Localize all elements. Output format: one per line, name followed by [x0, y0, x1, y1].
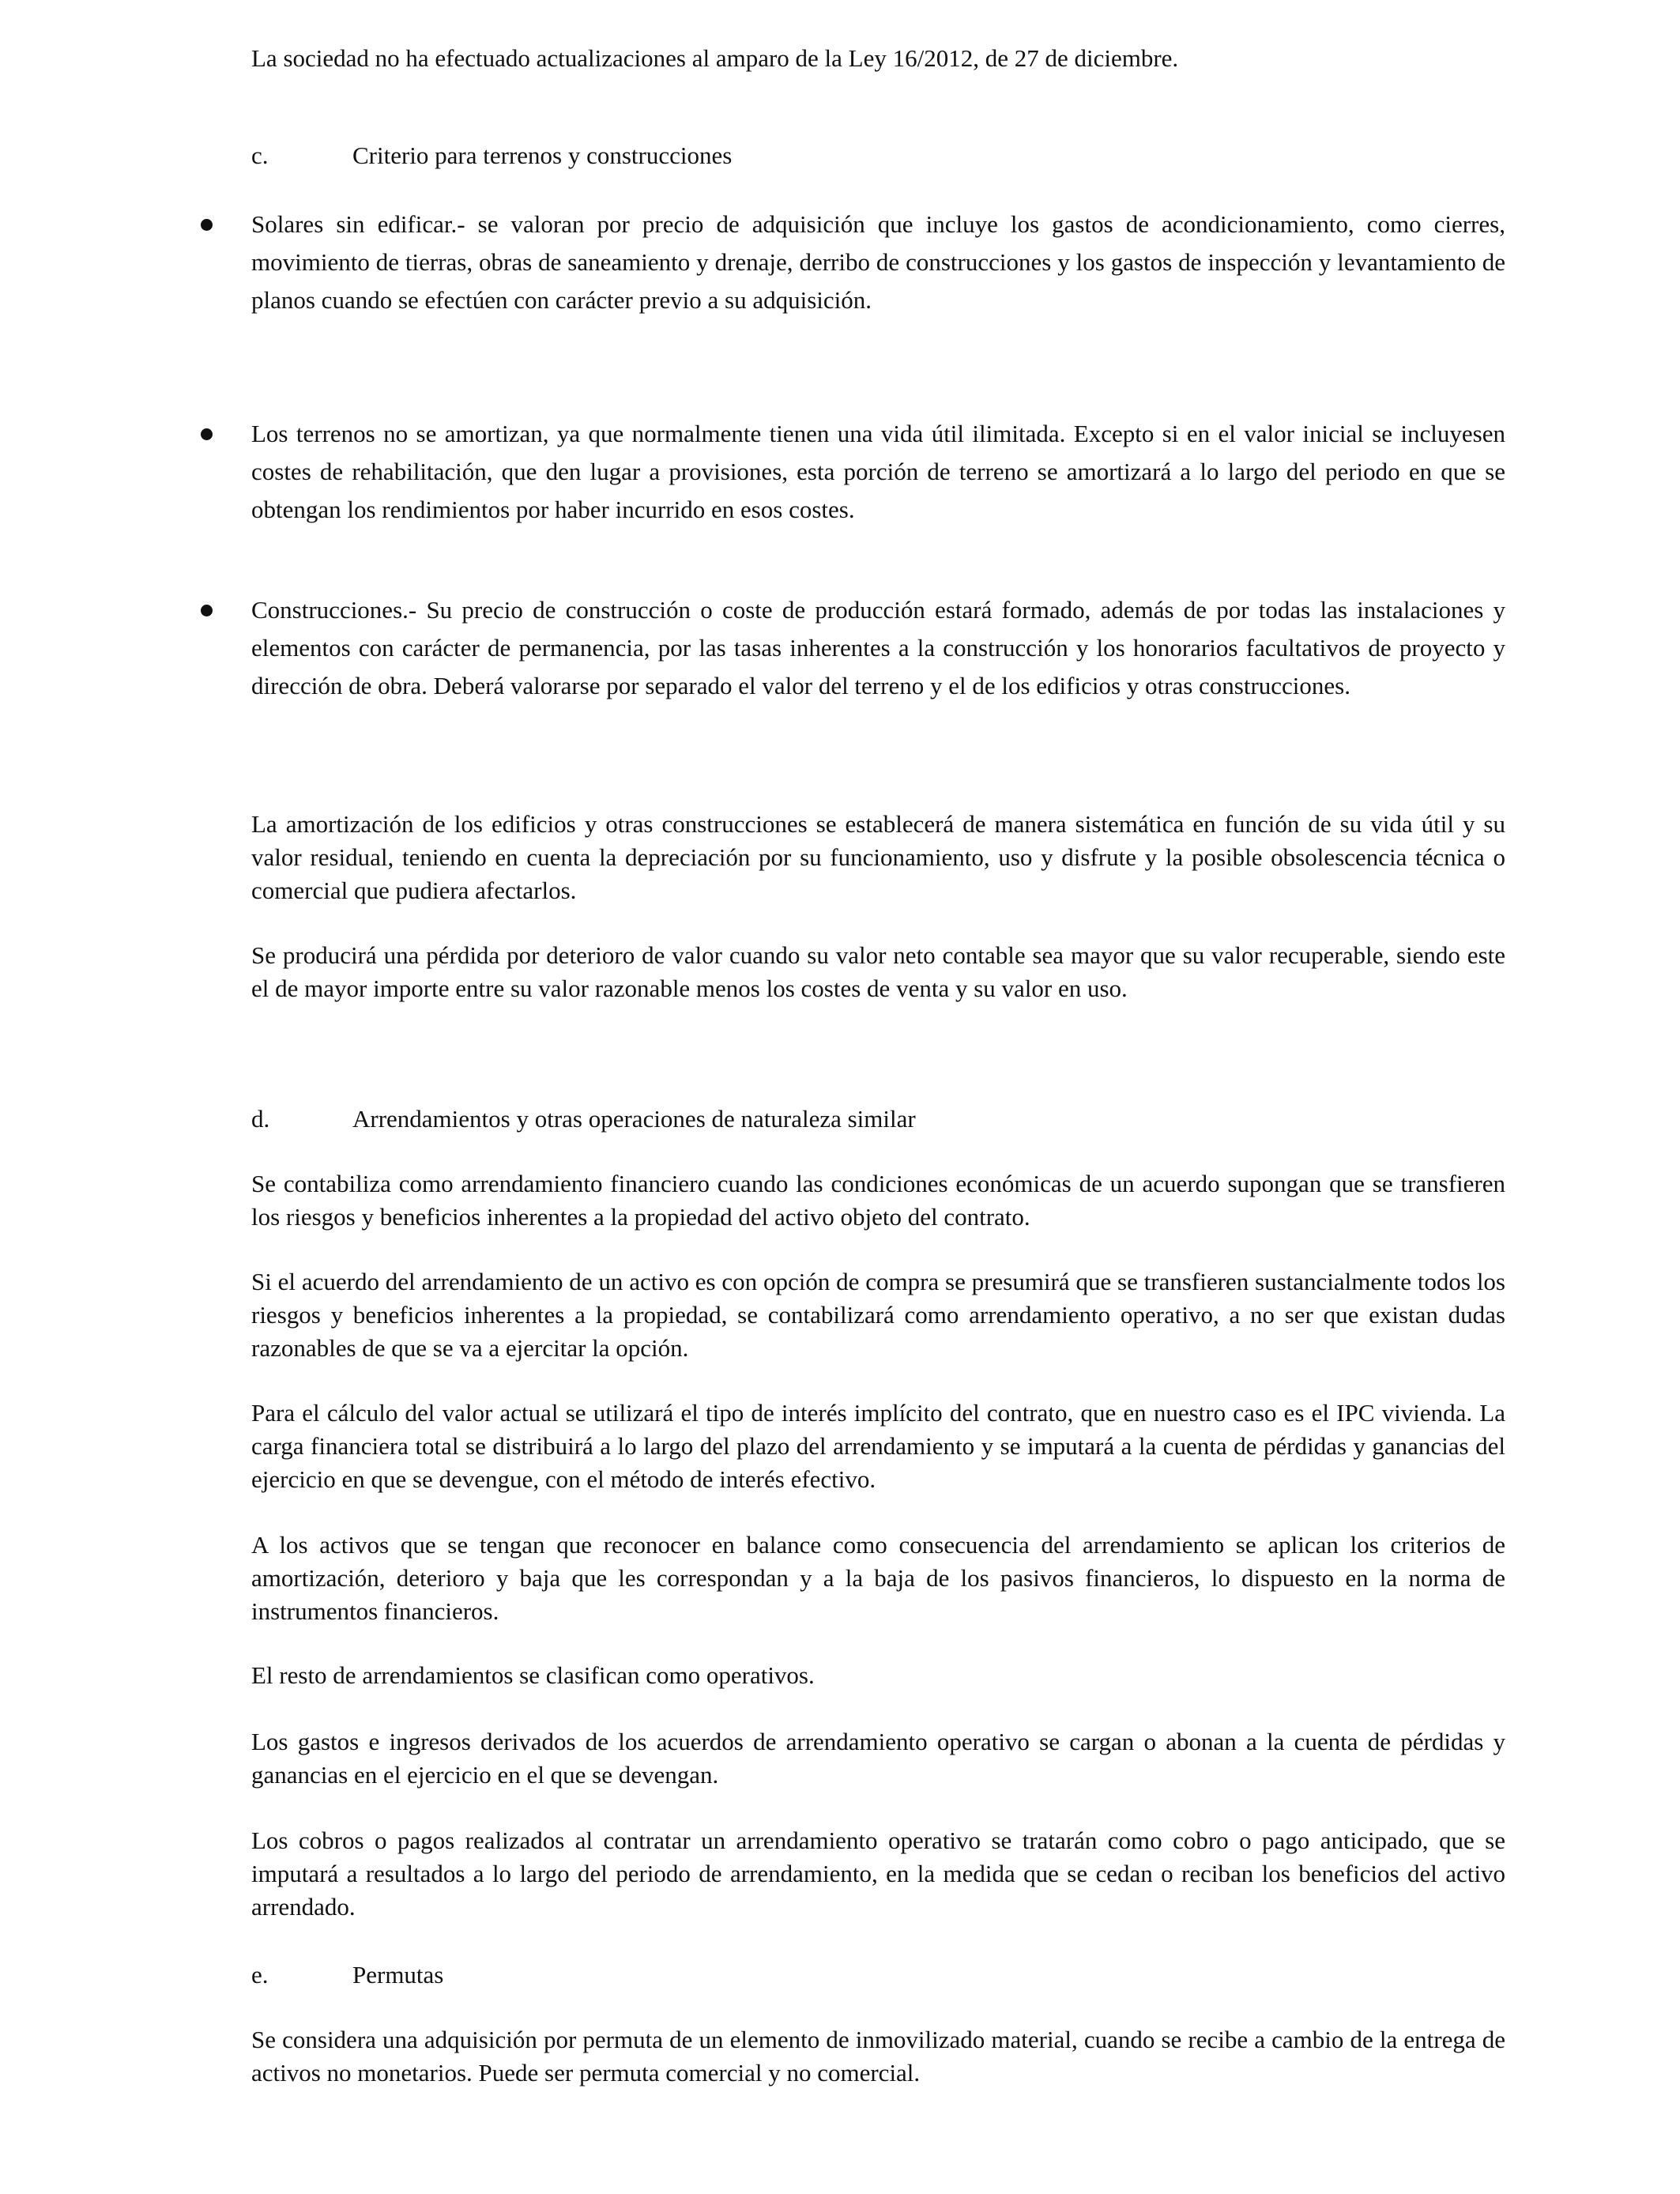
paragraph-permuta: Se considera una adquisición por permuta de un elemento de inmovilizado material, cuando se recibe a cambio de la entrega de activos no monetarios. Puede ser permuta comercial y no comercial. [251, 2026, 1505, 2087]
paragraph-opcion-compra: Si el acuerdo del arrendamiento de un activo es con opción de compra se presumirá que se transfieren sustancialmente todos los riesgos y beneficios inherentes a la propiedad, se contabilizará como arrendamiento operativo, a no ser que existan dudas razonables de que se va a ejercitar la opción. [251, 1268, 1505, 1362]
paragraph-amortizacion: La amortización de los edificios y otras construcciones se establecerá de manera sistemática en función de su vida útil y su valor residual, teniendo en cuenta la depreciación por su funcionamiento, uso y disfrute y la posible obsolescencia técnica o comercial que pudiera afectarlos. [251, 810, 1505, 904]
section-d-heading [251, 1100, 916, 1138]
paragraph-valor-actual: Para el cálculo del valor actual se utilizará el tipo de interés implícito del contrato, que en nuestro caso es el IPC vivienda. La carga financiera total se distribuirá a lo largo del plazo del arrendamiento y se imputará a la cuenta de pérdidas y ganancias del ejercicio en que se devengue, con el método de interés efectivo. [251, 1399, 1505, 1493]
bullet-icon [201, 428, 213, 440]
intro-paragraph: La sociedad no ha efectuado actualizaciones al amparo de la Ley 16/2012, de 27 de diciembre. [251, 44, 1179, 72]
section-e-letter: e. [251, 1961, 269, 1989]
section-e-title: Permutas [352, 1961, 444, 1989]
section-d-letter: d. [251, 1105, 270, 1133]
bullet-icon [201, 219, 213, 231]
section-d-title: Arrendamientos y otras operaciones de naturaleza similar [352, 1105, 916, 1133]
bullet-item-terrenos: Los terrenos no se amortizan, ya que normalmente tienen una vida útil ilimitada. Excepto si en el valor inicial se incluyesen costes de rehabilitación, que den lugar a provisiones, esta porción de terreno se amortizará a lo largo del periodo en que se obtengan los rendimientos por haber incurrido en esos costes. [251, 420, 1505, 523]
section-c-heading [251, 137, 732, 175]
section-c-title: Criterio para terrenos y construcciones [352, 141, 733, 169]
paragraph-gastos-ingresos: Los gastos e ingresos derivados de los acuerdos de arrendamiento operativo se cargan o abonan a la cuenta de pérdidas y ganancias en el ejercicio en el que se devengan. [251, 1728, 1505, 1789]
paragraph-deterioro: Se producirá una pérdida por deterioro de valor cuando su valor neto contable sea mayor que su valor recuperable, siendo este el de mayor importe entre su valor razonable menos los costes de venta y su valor en uso. [251, 941, 1505, 1002]
paragraph-arrendamiento-financiero: Se contabiliza como arrendamiento financiero cuando las condiciones económicas de un acuerdo supongan que se transfieren los riesgos y beneficios inherentes a la propiedad del activo objeto del contrato. [251, 1170, 1505, 1231]
section-e-heading [251, 1956, 443, 1994]
paragraph-activos-balance: A los activos que se tengan que reconocer en balance como consecuencia del arrendamiento se aplican los criterios de amortización, deterioro y baja que les correspondan y a la baja de los pasivos financieros, lo dispuesto en la norma de instrumentos financieros. [251, 1531, 1505, 1625]
section-c-letter: c. [251, 141, 269, 169]
paragraph-resto-arrendamientos: El resto de arrendamientos se clasifican como operativos. [251, 1661, 815, 1689]
bullet-item-construcciones: Construcciones.- Su precio de construcción o coste de producción estará formado, además de por todas las instalaciones y elementos con carácter de permanencia, por las tasas inherentes a la construcción y los honorarios facultativos de proyecto y dirección de obra. Deberá valorarse por separado el valor del terreno y el de los edificios y otras construcciones. [251, 596, 1505, 699]
bullet-item-solares: Solares sin edificar.- se valoran por precio de adquisición que incluye los gastos de acondicionamiento, como cierres, movimiento de tierras, obras de saneamiento y drenaje, derribo de construcciones y los gastos de inspección y levantamiento de planos cuando se efectúen con carácter previo a su adquisición. [251, 210, 1505, 314]
paragraph-cobros-pagos: Los cobros o pagos realizados al contratar un arrendamiento operativo se tratarán como cobro o pago anticipado, que se imputará a resultados a lo largo del periodo de arrendamiento, en la medida que se cedan o reciban los beneficios del activo arrendado. [251, 1826, 1505, 1921]
bullet-icon [201, 605, 213, 616]
